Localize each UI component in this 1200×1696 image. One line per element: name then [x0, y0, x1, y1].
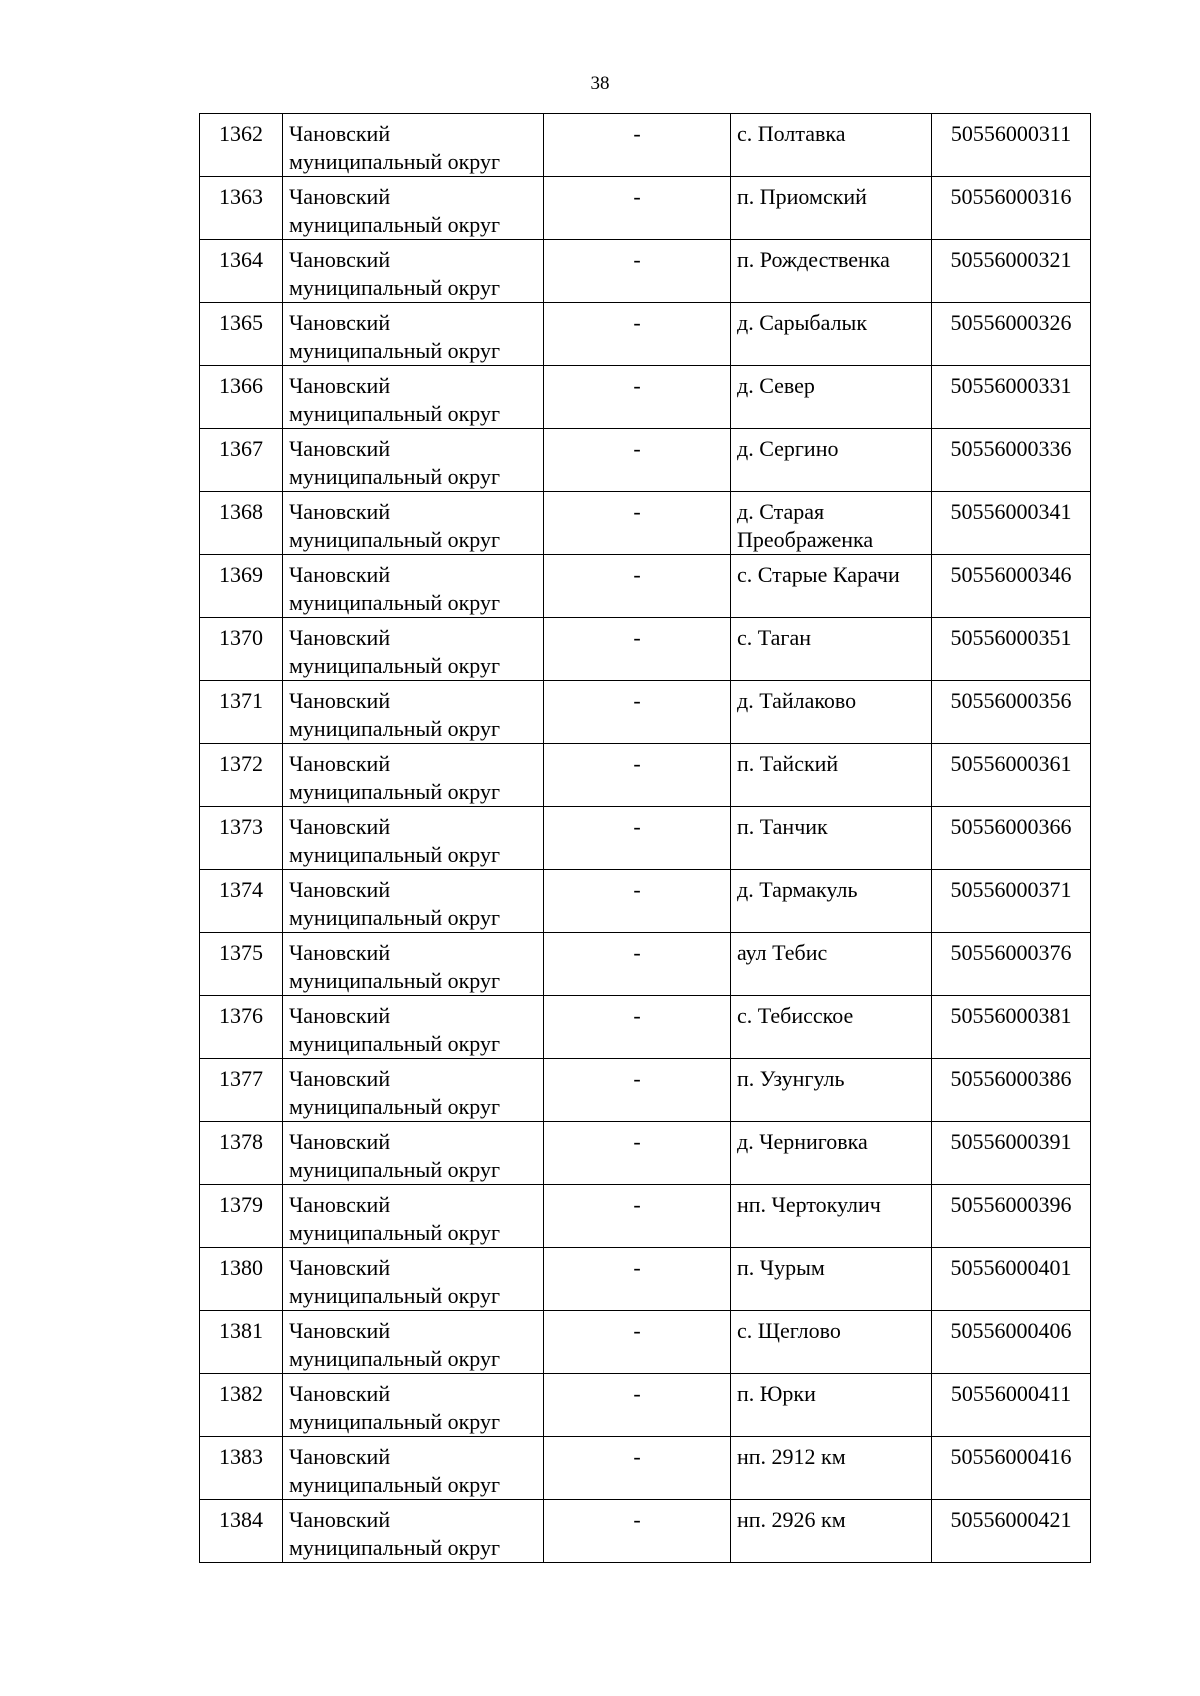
oktmo-code-cell: 50556000371	[932, 870, 1091, 933]
settlement-council-cell: -	[544, 177, 731, 240]
settlement-name-cell: п. Приомский	[731, 177, 932, 240]
okrug-cell	[283, 870, 544, 933]
okrug-name: Чановский	[289, 1129, 391, 1154]
settlement-name-cell: нп. 2926 км	[731, 1500, 932, 1563]
oktmo-code-cell: 50556000316	[932, 177, 1091, 240]
settlement-council-cell: -	[544, 744, 731, 807]
table-row	[200, 1122, 1091, 1185]
oktmo-code-cell: 50556000366	[932, 807, 1091, 870]
okrug-name: Чановский	[289, 1507, 391, 1532]
row-number-cell: 1362	[200, 114, 283, 177]
row-number-cell: 1363	[200, 177, 283, 240]
okrug-type: муниципальный округ	[289, 1220, 501, 1245]
settlement-name-cell: с. Полтавка	[731, 114, 932, 177]
okrug-cell	[283, 1122, 544, 1185]
okrug-name: Чановский	[289, 1066, 391, 1091]
settlement-council-cell: -	[544, 555, 731, 618]
settlement-council-cell: -	[544, 681, 731, 744]
okrug-cell	[283, 744, 544, 807]
settlement-name-cell: с. Тебисское	[731, 996, 932, 1059]
settlement-council-cell: -	[544, 1185, 731, 1248]
settlement-council-cell: -	[544, 1437, 731, 1500]
table-row	[200, 114, 1091, 177]
settlement-name-cell: п. Танчик	[731, 807, 932, 870]
okrug-name: Чановский	[289, 1192, 391, 1217]
okrug-name: Чановский	[289, 877, 391, 902]
okrug-type: муниципальный округ	[289, 905, 501, 930]
settlement-name-cell: с. Щеглово	[731, 1311, 932, 1374]
table-row	[200, 870, 1091, 933]
table-row	[200, 744, 1091, 807]
settlement-name-cell: д. Старая Преображенка	[731, 492, 932, 555]
table-row	[200, 1248, 1091, 1311]
okrug-cell	[283, 177, 544, 240]
okrug-cell	[283, 1374, 544, 1437]
okrug-type: муниципальный округ	[289, 275, 501, 300]
okrug-cell	[283, 996, 544, 1059]
table-row	[200, 996, 1091, 1059]
settlement-name-cell: с. Старые Карачи	[731, 555, 932, 618]
okrug-type: муниципальный округ	[289, 1472, 501, 1497]
okrug-name: Чановский	[289, 1255, 391, 1280]
okrug-type: муниципальный округ	[289, 653, 501, 678]
okrug-cell	[283, 1311, 544, 1374]
oktmo-code-cell: 50556000396	[932, 1185, 1091, 1248]
row-number-cell: 1373	[200, 807, 283, 870]
settlement-name-cell: п. Тайский	[731, 744, 932, 807]
table-row	[200, 618, 1091, 681]
oktmo-code-cell: 50556000401	[932, 1248, 1091, 1311]
settlement-name-cell: д. Тайлаково	[731, 681, 932, 744]
settlement-council-cell: -	[544, 429, 731, 492]
okrug-type: муниципальный округ	[289, 716, 501, 741]
okrug-type: муниципальный округ	[289, 779, 501, 804]
settlement-council-cell: -	[544, 807, 731, 870]
okrug-cell	[283, 366, 544, 429]
settlement-name-cell: д. Черниговка	[731, 1122, 932, 1185]
okrug-name: Чановский	[289, 1444, 391, 1469]
oktmo-code-cell: 50556000376	[932, 933, 1091, 996]
oktmo-code-cell: 50556000331	[932, 366, 1091, 429]
table-row	[200, 1059, 1091, 1122]
table-row	[200, 1500, 1091, 1563]
okrug-type: муниципальный округ	[289, 590, 501, 615]
okrug-cell	[283, 1059, 544, 1122]
table-row	[200, 366, 1091, 429]
okrug-cell	[283, 1248, 544, 1311]
settlement-name-cell: нп. Чертокулич	[731, 1185, 932, 1248]
settlement-council-cell: -	[544, 114, 731, 177]
settlement-name-cell: д. Сергино	[731, 429, 932, 492]
row-number-cell: 1372	[200, 744, 283, 807]
oktmo-code-cell: 50556000326	[932, 303, 1091, 366]
row-number-cell: 1367	[200, 429, 283, 492]
table-row	[200, 429, 1091, 492]
oktmo-code-cell: 50556000421	[932, 1500, 1091, 1563]
okrug-cell	[283, 807, 544, 870]
okrug-cell	[283, 492, 544, 555]
okrug-type: муниципальный округ	[289, 1346, 501, 1371]
okrug-name: Чановский	[289, 184, 391, 209]
oktmo-code-cell: 50556000381	[932, 996, 1091, 1059]
oktmo-code-cell: 50556000351	[932, 618, 1091, 681]
row-number-cell: 1382	[200, 1374, 283, 1437]
row-number-cell: 1378	[200, 1122, 283, 1185]
okrug-type: муниципальный округ	[289, 1031, 501, 1056]
okrug-type: муниципальный округ	[289, 1157, 501, 1182]
table-row	[200, 1185, 1091, 1248]
table-row	[200, 177, 1091, 240]
okrug-name: Чановский	[289, 121, 391, 146]
table-row	[200, 492, 1091, 555]
okrug-type: муниципальный округ	[289, 968, 501, 993]
settlement-name-cell: п. Узунгуль	[731, 1059, 932, 1122]
okrug-type: муниципальный округ	[289, 149, 501, 174]
okrug-cell	[283, 555, 544, 618]
settlement-name-cell: д. Север	[731, 366, 932, 429]
oktmo-code-cell: 50556000311	[932, 114, 1091, 177]
okrug-type: муниципальный округ	[289, 1535, 501, 1560]
okrug-type: муниципальный округ	[289, 527, 501, 552]
table-row	[200, 240, 1091, 303]
okrug-type: муниципальный округ	[289, 1094, 501, 1119]
okrug-type: муниципальный округ	[289, 842, 501, 867]
okrug-name: Чановский	[289, 751, 391, 776]
row-number-cell: 1365	[200, 303, 283, 366]
settlement-council-cell: -	[544, 1374, 731, 1437]
okrug-cell	[283, 618, 544, 681]
settlement-name-cell: с. Таган	[731, 618, 932, 681]
row-number-cell: 1374	[200, 870, 283, 933]
okrug-name: Чановский	[289, 688, 391, 713]
oktmo-code-cell: 50556000356	[932, 681, 1091, 744]
okrug-type: муниципальный округ	[289, 338, 501, 363]
table-row	[200, 1374, 1091, 1437]
oktmo-code-cell: 50556000361	[932, 744, 1091, 807]
table-row	[200, 933, 1091, 996]
okrug-cell	[283, 1437, 544, 1500]
settlement-council-cell: -	[544, 240, 731, 303]
row-number-cell: 1377	[200, 1059, 283, 1122]
okrug-name: Чановский	[289, 310, 391, 335]
okrug-name: Чановский	[289, 940, 391, 965]
settlement-council-cell: -	[544, 996, 731, 1059]
settlement-name-cell: аул Тебис	[731, 933, 932, 996]
oktmo-code-cell: 50556000346	[932, 555, 1091, 618]
okrug-name: Чановский	[289, 1003, 391, 1028]
settlement-council-cell: -	[544, 933, 731, 996]
settlements-table	[199, 113, 1091, 1563]
settlement-council-cell: -	[544, 492, 731, 555]
row-number-cell: 1384	[200, 1500, 283, 1563]
row-number-cell: 1368	[200, 492, 283, 555]
okrug-type: муниципальный округ	[289, 1283, 501, 1308]
settlement-name-cell: д. Тармакуль	[731, 870, 932, 933]
settlement-council-cell: -	[544, 1248, 731, 1311]
oktmo-code-cell: 50556000406	[932, 1311, 1091, 1374]
okrug-name: Чановский	[289, 562, 391, 587]
oktmo-code-cell: 50556000411	[932, 1374, 1091, 1437]
row-number-cell: 1364	[200, 240, 283, 303]
okrug-type: муниципальный округ	[289, 464, 501, 489]
okrug-cell	[283, 681, 544, 744]
settlement-name-cell: нп. 2912 км	[731, 1437, 932, 1500]
row-number-cell: 1370	[200, 618, 283, 681]
okrug-cell	[283, 933, 544, 996]
settlements-table-body	[200, 114, 1091, 1563]
row-number-cell: 1366	[200, 366, 283, 429]
okrug-name: Чановский	[289, 247, 391, 272]
page-number: 38	[590, 73, 610, 94]
row-number-cell: 1379	[200, 1185, 283, 1248]
row-number-cell: 1369	[200, 555, 283, 618]
table-row	[200, 303, 1091, 366]
row-number-cell: 1376	[200, 996, 283, 1059]
table-row	[200, 555, 1091, 618]
oktmo-code-cell: 50556000321	[932, 240, 1091, 303]
table-row	[200, 1311, 1091, 1374]
settlement-council-cell: -	[544, 1311, 731, 1374]
oktmo-code-cell: 50556000336	[932, 429, 1091, 492]
settlement-council-cell: -	[544, 1059, 731, 1122]
okrug-cell	[283, 114, 544, 177]
settlement-name-cell: п. Юрки	[731, 1374, 932, 1437]
okrug-cell	[283, 240, 544, 303]
row-number-cell: 1380	[200, 1248, 283, 1311]
okrug-cell	[283, 303, 544, 366]
okrug-type: муниципальный округ	[289, 401, 501, 426]
okrug-name: Чановский	[289, 814, 391, 839]
settlement-name-cell: п. Рождественка	[731, 240, 932, 303]
okrug-type: муниципальный округ	[289, 1409, 501, 1434]
okrug-name: Чановский	[289, 499, 391, 524]
table-row	[200, 807, 1091, 870]
settlement-name-cell: п. Чурым	[731, 1248, 932, 1311]
okrug-name: Чановский	[289, 436, 391, 461]
row-number-cell: 1375	[200, 933, 283, 996]
okrug-name: Чановский	[289, 1381, 391, 1406]
settlement-council-cell: -	[544, 870, 731, 933]
settlement-council-cell: -	[544, 303, 731, 366]
row-number-cell: 1381	[200, 1311, 283, 1374]
okrug-name: Чановский	[289, 373, 391, 398]
okrug-name: Чановский	[289, 1318, 391, 1343]
table-row	[200, 681, 1091, 744]
row-number-cell: 1371	[200, 681, 283, 744]
oktmo-code-cell: 50556000416	[932, 1437, 1091, 1500]
settlement-council-cell: -	[544, 618, 731, 681]
row-number-cell: 1383	[200, 1437, 283, 1500]
settlement-name-cell: д. Сарыбалык	[731, 303, 932, 366]
okrug-name: Чановский	[289, 625, 391, 650]
oktmo-code-cell: 50556000341	[932, 492, 1091, 555]
okrug-type: муниципальный округ	[289, 212, 501, 237]
table-row	[200, 1437, 1091, 1500]
settlement-council-cell: -	[544, 1122, 731, 1185]
okrug-cell	[283, 1500, 544, 1563]
settlement-council-cell: -	[544, 1500, 731, 1563]
okrug-cell	[283, 1185, 544, 1248]
oktmo-code-cell: 50556000391	[932, 1122, 1091, 1185]
okrug-cell	[283, 429, 544, 492]
oktmo-code-cell: 50556000386	[932, 1059, 1091, 1122]
settlement-council-cell: -	[544, 366, 731, 429]
